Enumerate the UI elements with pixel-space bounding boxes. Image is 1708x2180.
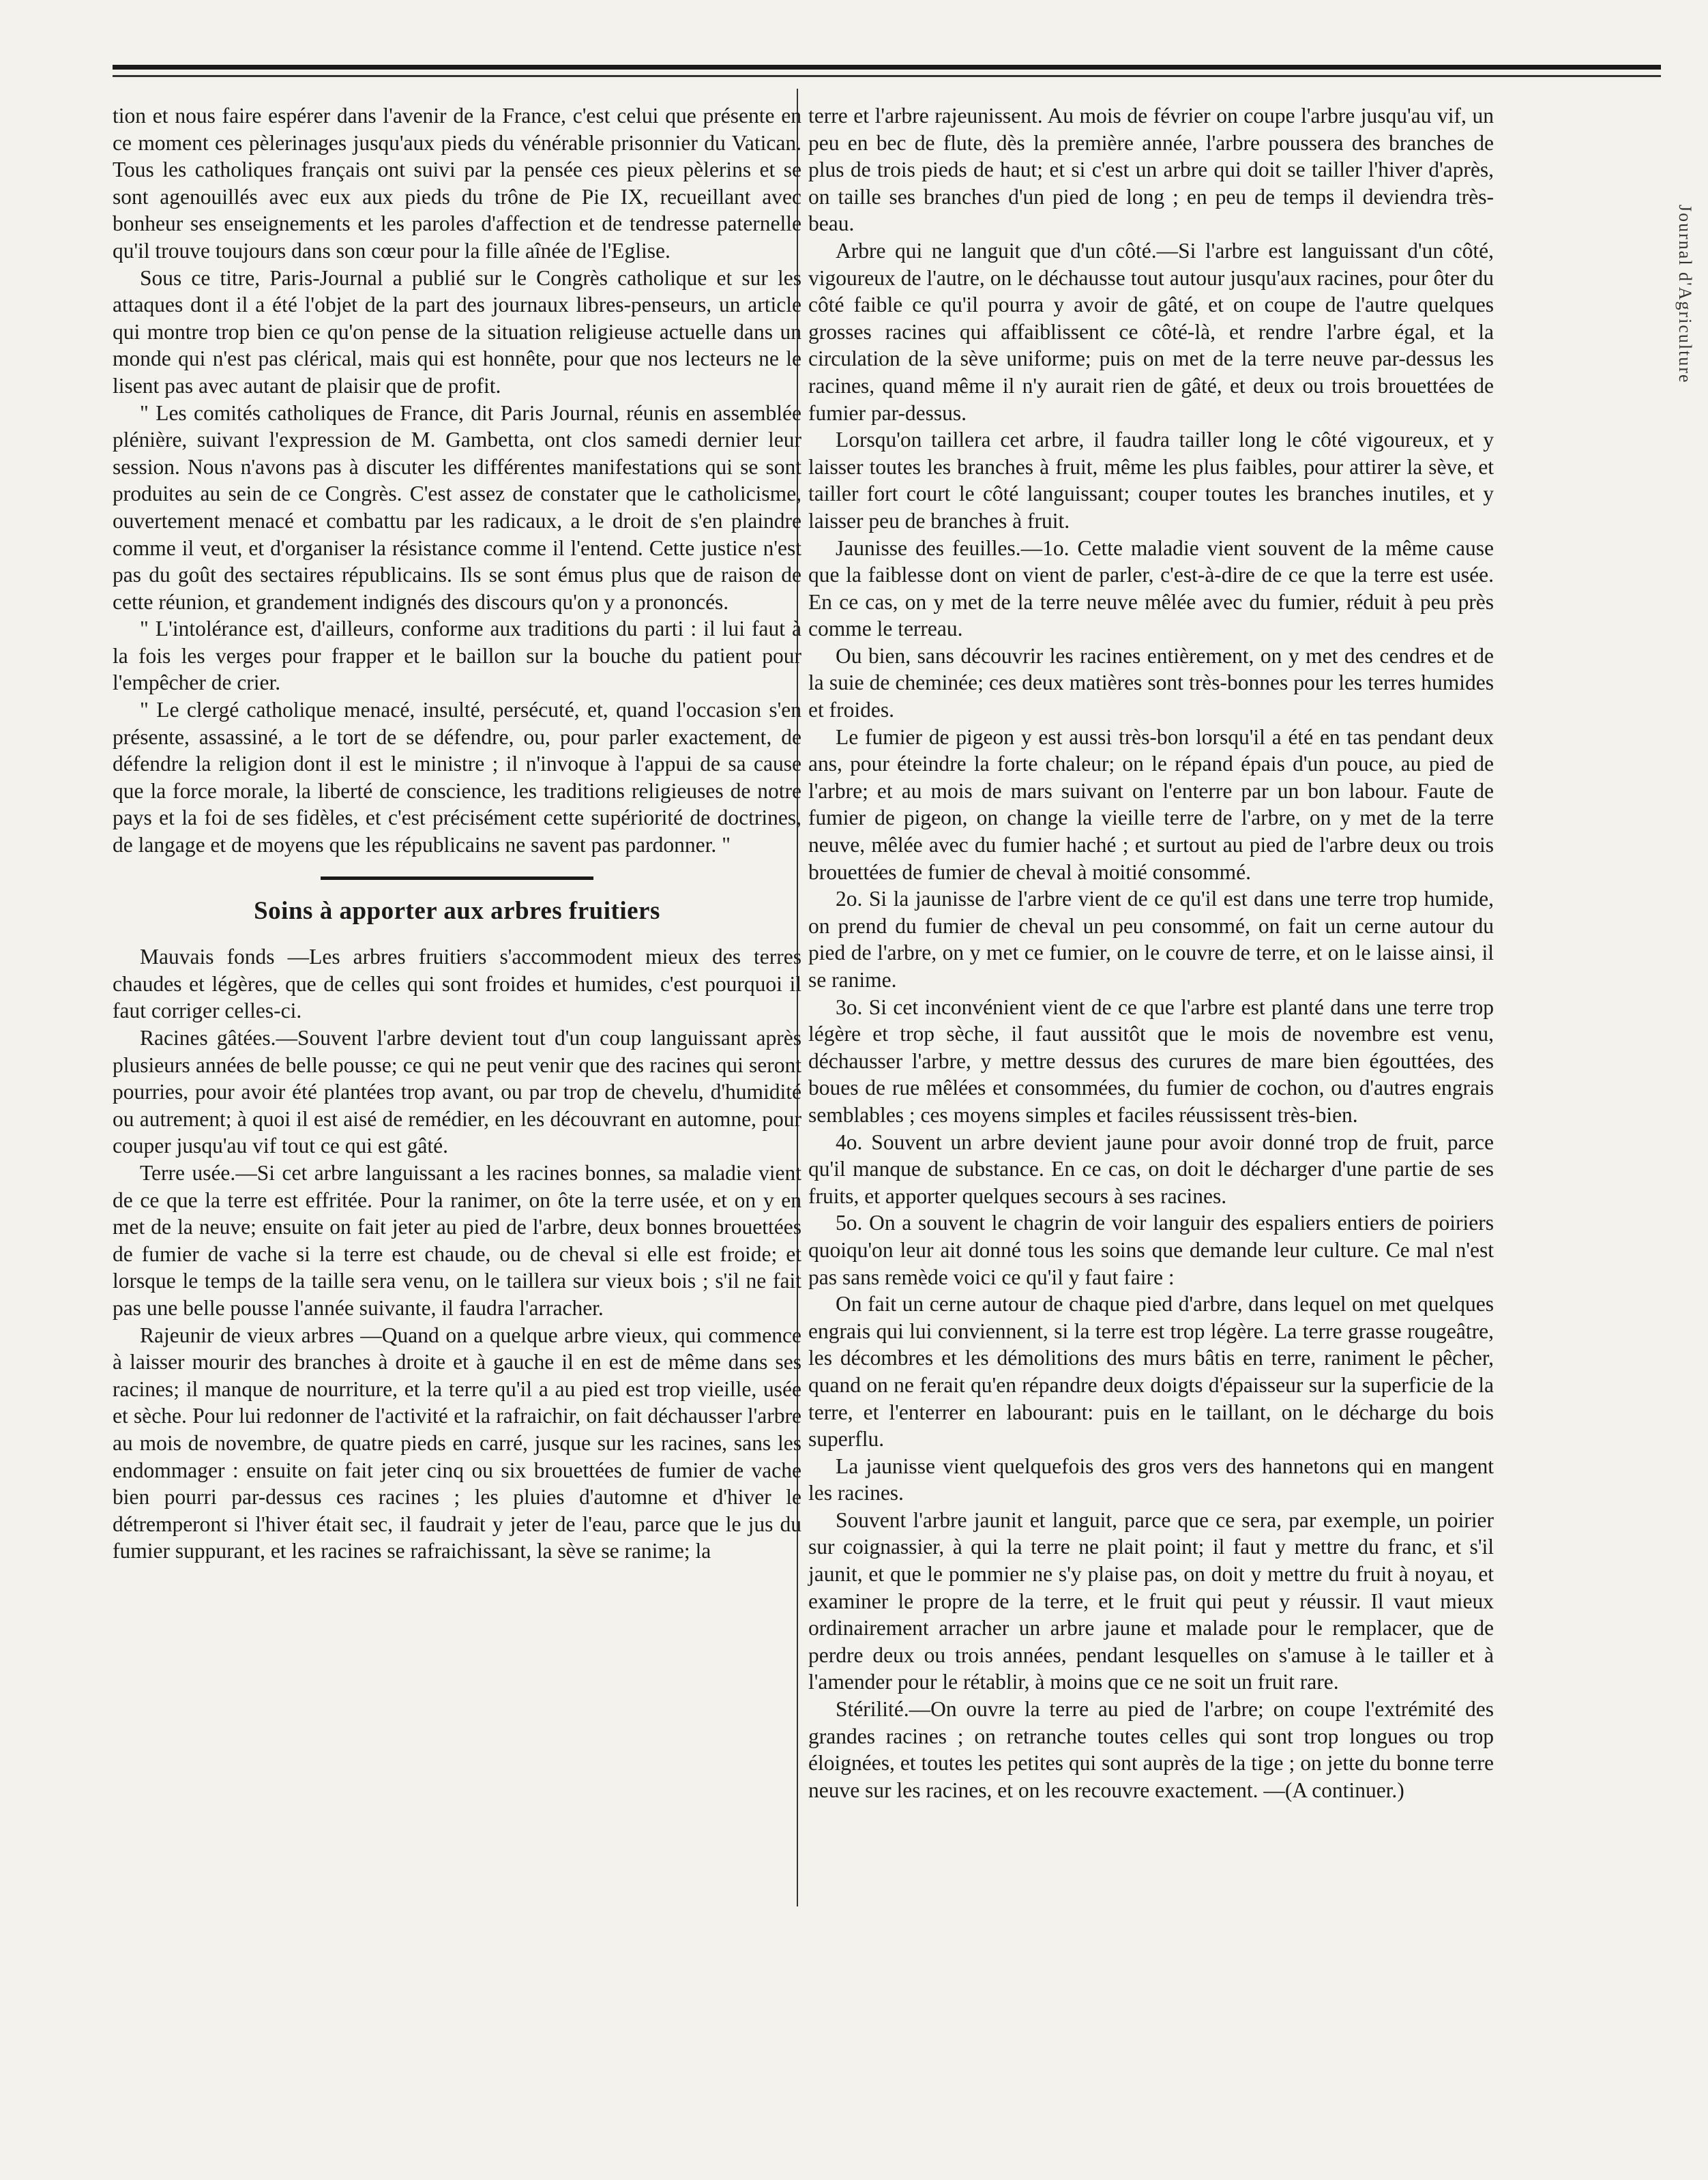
header-rule <box>113 65 1661 70</box>
article-paragraph: " Les comités catholiques de France, dit Paris Journal, réunis en assemblée plénière, suivant l'expression de M. Gambetta, ont clos samedi dernier leur session. Nous n'avons pas à discuter les différentes manifestations qui se sont produites au sein de ce Congrès. C'est assez de constater que le catholicisme, ouvertement menacé et combattu par les radicaux, a le droit de s'en plaindre comme il veut, et d'organiser la résistance comme il l'entend. Cette justice n'est pas du goût des sectaires républicains. Ils se sont émus plus que de raison de cette réunion, et grandement indignés des discours qu'on y a prononcés. <box>113 400 801 614</box>
right-column <box>808 102 1494 1803</box>
section-paragraph: terre et l'arbre rajeunissent. Au mois de février on coupe l'arbre jusqu'au vif, un peu en bec de flute, dès la première année, l'arbre poussera des branches de plus de trois pieds de haut; et si c'est un arbre qui doit se tailler l'hiver d'après, on taille ses branches d'un pied de long ; en peu de temps il deviendra très-beau. <box>808 104 1494 236</box>
article-paragraph: tion et nous faire espérer dans l'avenir de la France, c'est celui que présente en ce moment ces pèlerinages jusqu'aux pieds du vénérable prisonnier du Vatican. Tous les catholiques français ont suivi par la pensée ces pieux pèlerins et se sont agenouillés avec eux aux pieds du trône de Pie IX, recueillant avec bonheur ses enseignements et les paroles d'affection et de tendresse paternelle qu'il trouve toujours dans son cœur pour la fille aînée de l'Eglise. <box>113 104 801 263</box>
section-paragraph: Arbre qui ne languit que d'un côté.—Si l'arbre est languissant d'un côté, vigoureux de l'autre, on le déchausse tout autour jusqu'aux racines, pour ôter du côté faible ce qu'il pourra y avoir de gâté, et on coupe de l'autre quelques grosses racines qui affaiblissent ce côté-là, et rendre l'arbre égal, et la circulation de la sève uniforme; puis on met de la terre neuve par-dessus les racines, quand même il n'y aurait rien de gâté, et deux ou trois brouettées de fumier par-dessus. <box>808 238 1494 425</box>
section-paragraph: Mauvais fonds —Les arbres fruitiers s'accommodent mieux des terres chaudes et légères, que de celles qui sont froides et humides, c'est pourquoi il faut corriger celles-ci. <box>113 945 801 1023</box>
section-paragraph: Stérilité.—On ouvre la terre au pied de l'arbre; on coupe l'extrémité des grandes racines ; on retranche toutes celles qui sont trop longues ou trop éloignées, et toutes les petites qui sont auprès de la tige ; on jette du bonne terre neuve sur les racines, et on les recouvre exactement. —(A continuer.) <box>808 1697 1494 1802</box>
section-paragraph: La jaunisse vient quelquefois des gros vers des hannetons qui en mangent les racines. <box>808 1454 1494 1505</box>
section-paragraph: 4o. Souvent un arbre devient jaune pour avoir donné trop de fruit, parce qu'il manque de substance. En ce cas, on doit le décharger d'une partie de ses fruits, et apporter quelques secours à ses racines. <box>808 1130 1494 1208</box>
section-paragraph: On fait un cerne autour de chaque pied d'arbre, dans lequel on met quelques engrais qui lui conviennent, si la terre est trop légère. La terre grasse rougeâtre, les décombres et les démolitions des murs bâtis en terre, raniment le pêcher, quand on ne ferait qu'en répandre deux doigts d'épaisseur sur la superficie de la terre, et l'enterrer en labourant: puis en le taillant, on le décharge du bois superflu. <box>808 1292 1494 1452</box>
left-column <box>113 102 801 1565</box>
section-paragraph: Ou bien, sans découvrir les racines entièrement, on y met des cendres et de la suie de cheminée; ces deux matières sont très-bonnes pour les terres humides et froides. <box>808 643 1494 722</box>
header-rule-thin <box>113 75 1661 77</box>
section-paragraph: 2o. Si la jaunisse de l'arbre vient de ce qu'il est dans une terre trop humide, on prend du fumier de cheval un peu consommé, on fait un cerne autour du pied de l'arbre, on y met ce fumier, on le couvre de terre, et on le laisse ainsi, il se ranime. <box>808 887 1494 992</box>
section-rule <box>321 877 593 880</box>
section-paragraph: 5o. On a souvent le chagrin de voir languir des espaliers entiers de poiriers quoiqu'on leur ait donné tous les soins que demande leur culture. Ce mal n'est pas sans remède voici ce qu'il y faut faire : <box>808 1211 1494 1289</box>
article-paragraph: " Le clergé catholique menacé, insulté, persécuté, et, quand l'occasion s'en présente, assassiné, a le tort de se défendre, ou, pour parler exactement, de défendre la religion dont il est le ministre ; il n'invoque à l'appui de sa cause que la force morale, la liberté de conscience, les traditions religieuses de notre pays et la foi de ses fidèles, et c'est précisément cette supériorité de doctrines, de langage et de moyens que les républicains ne savent pas pardonner. " <box>113 698 801 857</box>
margin-vertical-text <box>1675 205 1702 1432</box>
article-paragraph: " L'intolérance est, d'ailleurs, conforme aux traditions du parti : il lui faut à la fois les verges pour frapper et le baillon sur la bouche du patient pour l'empêcher de crier. <box>113 617 801 695</box>
section-paragraph: Lorsqu'on taillera cet arbre, il faudra tailler long le côté vigoureux, et y laisser toutes les branches à fruit, même les plus faibles, pour attirer la sève, et tailler fort court le côté languissant; couper toutes les branches inutiles, et y laisser peu de branches à fruit. <box>808 428 1494 533</box>
margin-label: Journal d'Agriculture <box>1675 205 1695 384</box>
section-paragraph: Rajeunir de vieux arbres —Quand on a quelque arbre vieux, qui commence à laisser mourir des branches à droite et à gauche il en est de même dans ses racines; il manque de nourriture, et la terre qu'il a au pied est trop vieille, usée et sèche. Pour lui redonner de l'activité et la rafraichir, on fait déchausser l'arbre au mois de novembre, de quatre pieds en carré, jusque sur les racines, sans les endommager : ensuite on fait jeter cinq ou six brouettées de fumier de vache bien pourri par-dessus ces racines ; les pluies d'automne et d'hiver le détremperont si l'hiver était sec, il faudrait y jeter de l'eau, parce que le jus du fumier suppurant, et les racines se rafraichissant, la sève se ranime; la <box>113 1323 801 1563</box>
article-paragraph: Sous ce titre, Paris-Journal a publié sur le Congrès catholique et sur les attaques dont il a été l'objet de la part des journaux libres-penseurs, un article qui montre trop bien ce qu'on pense de la situation religieuse actuelle dans un monde qui n'est pas clérical, mais qui est honnête, pour que nos lecteurs ne le lisent pas avec autant de plaisir que de profit. <box>113 265 801 398</box>
section-paragraph: 3o. Si cet inconvénient vient de ce que l'arbre est planté dans une terre trop légère et trop sèche, il faut aussitôt que le mois de novembre est venu, déchausser l'arbre, y mettre dessus des curures de mare bien égouttées, des boues de rue mêlées et consommées, du fumier de cochon, ou d'autres engrais semblables ; ces moyens simples et faciles réussissent très-bien. <box>808 995 1494 1127</box>
section-paragraph: Souvent l'arbre jaunit et languit, parce que ce sera, par exemple, un poirier sur coignassier, à qui la terre ne plait point; il faut y mettre du franc, et s'il jaunit, et que le pommier ne s'y plaise pas, on doit y mettre du fruit à noyau, et examiner le propre de la terre, et le fruit qui peut y réussir. Il vaut mieux ordinairement arracher un arbre jaune et malade pour le remplacer, que de perdre deux ou trois années, pendant lesquelles on s'amuse à le tailler et à l'amender pour le rétablir, à moins que ce ne soit un fruit rare. <box>808 1507 1494 1694</box>
section-paragraph: Le fumier de pigeon y est aussi très-bon lorsqu'il a été en tas pendant deux ans, pour éteindre la forte chaleur; on le répand épais d'un pouce, au pied de l'arbre; et au mois de mars suivant on l'enterre par un bon labour. Faute de fumier de pigeon, on change la vieille terre de l'arbre, on y met de la terre neuve, mêlée avec du fumier haché ; et surtout au pied de l'arbre deux ou trois brouettées de fumier de cheval à moitié consommé. <box>808 724 1494 884</box>
section-paragraph: Jaunisse des feuilles.—1o. Cette maladie vient souvent de la même cause que la faiblesse dont on vient de parler, c'est-à-dire de ce que la terre est usée. En ce cas, on y met de la terre neuve mêlée avec du fumier, réduit à peu près comme le terreau. <box>808 535 1494 641</box>
section-paragraph: Terre usée.—Si cet arbre languissant a les racines bonnes, sa maladie vient de ce que la terre est effritée. Pour la ranimer, on ôte la terre usée, et on y en met de la neuve; ensuite on fait jeter au pied de l'arbre, deux bonnes brouettées de fumier de vache si la terre est chaude, ou de cheval si elle est froide; et lorsque le temps de la taille sera venu, on le taillera sur vieux bois ; s'il ne fait pas une belle pousse l'année suivante, il faudra l'arracher. <box>113 1160 801 1320</box>
section-paragraph: Racines gâtées.—Souvent l'arbre devient tout d'un coup languissant après plusieurs années de belle pousse; ce qui ne peut venir que des racines qui seront pourries, pour avoir été plantées trop avant, ou par trop de chevelu, d'humidité ou autrement; à quoi il est aisé de remédier, en les découvrant en automne, pour couper jusqu'au vif tout ce qui est gâté. <box>113 1026 801 1158</box>
section-title: Soins à apporter aux arbres fruitiers <box>254 896 660 925</box>
